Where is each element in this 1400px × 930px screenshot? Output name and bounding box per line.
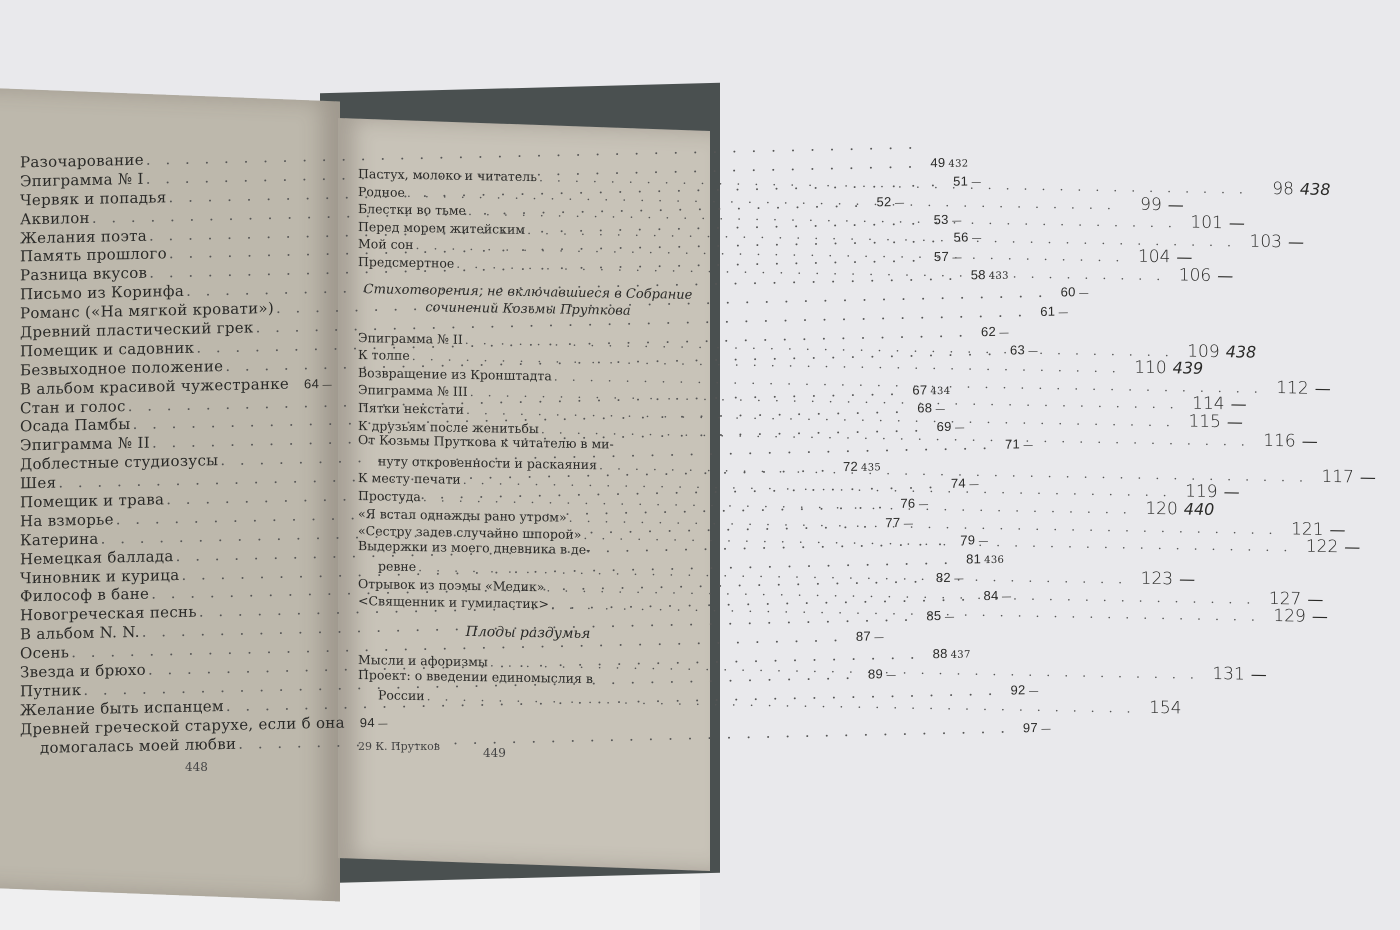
entry-note-page: — [1230, 394, 1247, 414]
entry-note-page: — [1223, 482, 1240, 502]
entry-title: Перед морем житейским [358, 218, 526, 237]
entry-note-page: — [894, 197, 905, 209]
entry-note-page: 434 [930, 385, 951, 397]
entry-page: 123 [1140, 568, 1174, 590]
entry-title: «Я встал однажды рано утром» [358, 505, 567, 525]
entry-page: 51 [953, 173, 969, 189]
entry-page: 87 [855, 628, 871, 644]
entry-page: 58 [970, 267, 986, 283]
entry-page: 49 [930, 154, 946, 171]
entry-page: 110 [1134, 357, 1167, 379]
entry-page: 127 [1268, 588, 1302, 610]
entry-note-page [1182, 714, 1228, 715]
entry-note-page: — [1040, 723, 1052, 735]
entry-title: нуту откровенности и раскаяния [378, 453, 598, 472]
entry-title: Разница вкусов [20, 264, 148, 285]
entry-page: 72 [842, 458, 859, 475]
entry-title: Звезда и брюхо [20, 660, 146, 682]
entry-page: 98 [1272, 178, 1294, 200]
entry-page: 74 [950, 475, 966, 491]
entry-title: Немецкая баллада [20, 546, 174, 569]
entry-page: 69 [936, 419, 952, 435]
entry-note-page: 440 [1183, 499, 1215, 519]
entry-note-page: — [1250, 664, 1267, 684]
entry-title: От Козьмы Пруткова к читателю в ми- [358, 432, 614, 452]
entry-title: Древней греческой старухе, если б она [20, 713, 345, 739]
entry-page: 60 [1060, 284, 1076, 300]
entry-page: 82 [935, 570, 951, 586]
entry-note-page: — [971, 176, 982, 189]
entry-page: 94 [359, 714, 375, 730]
entry-note-page: — [954, 422, 965, 435]
entry-page: 88 [932, 645, 948, 662]
entry-page: 103 [1249, 231, 1282, 252]
entry-note-page: 438 [1299, 179, 1331, 200]
entry-page: 68 [917, 400, 933, 417]
entry-note-page: — [999, 327, 1010, 339]
entry-title: К месту печати [358, 470, 461, 488]
entry-title: Червяк и попадья [20, 188, 167, 210]
entry-title: Новогреческая песнь [20, 603, 197, 625]
entry-page: 117 [1321, 466, 1354, 488]
entry-note-page: — [944, 612, 955, 624]
entry-title: Эпиграмма № II [358, 329, 463, 347]
entry-page: 106 [1178, 265, 1212, 286]
entry-title: «Сестру задев случайно шпорой» [358, 523, 582, 543]
entry-page: 53 [933, 211, 949, 227]
heading-line: сочинений Козьмы Пруткова [425, 299, 631, 319]
entry-title: Аквилон [20, 208, 90, 229]
entry-title: Мысли и афоризмы [358, 652, 488, 670]
entry-title: Осада Памбы [20, 415, 131, 436]
entry-title: Выдержки из моего дневника в де- [358, 537, 591, 557]
entry-note-page: — [951, 252, 963, 265]
entry-title: Простуда [358, 487, 421, 505]
entry-title: Философ в бане [20, 585, 150, 606]
entry-note-page: — [1226, 412, 1243, 432]
entry-title: Чиновник и курица [20, 565, 180, 587]
entry-note-page [946, 147, 973, 148]
entry-title: Отрывок из поэмы «Медик» [358, 575, 545, 595]
heading-line: Стихотворения, не включавшиеся в Собрание [363, 281, 693, 303]
entry-title: Память прошлого [20, 244, 167, 266]
entry-page: 84 [983, 588, 999, 604]
entry-title: Стан и голос [20, 396, 126, 417]
right-folio: 449 [483, 746, 506, 760]
entry-title: Мой сон [358, 236, 414, 253]
entry-note-page: — [968, 479, 980, 491]
entry-page: 120 [1145, 498, 1178, 520]
entry-title: ревне [378, 558, 417, 575]
entry-page: 116 [1263, 430, 1296, 451]
entry-note-page: — [1307, 589, 1324, 609]
entry-page: 67 [912, 381, 928, 398]
entry-page: 56 [953, 229, 969, 246]
entry-page: 61 [1040, 303, 1056, 319]
entry-note-page: — [1001, 591, 1012, 604]
entry-title: Помещик и трава [20, 490, 165, 512]
entry-title: В альбом N. N. [20, 623, 140, 644]
entry-page: 115 [1188, 411, 1221, 433]
entry-note-page: — [951, 215, 962, 227]
entry-note-page: 438 [1225, 341, 1257, 362]
entry-note-page: — [1301, 431, 1318, 451]
entry-title: Доблестные студиозусы [20, 451, 219, 474]
left-folio: 448 [185, 760, 208, 774]
entry-note-page: — [978, 535, 989, 547]
entry-page: 85 [926, 608, 942, 624]
entry-title: Разочарование [20, 150, 144, 172]
entry-note-page: 437 [950, 649, 971, 661]
entry-note-page: — [953, 574, 965, 586]
entry-note-page: — [1287, 232, 1304, 252]
entry-note-page [1347, 567, 1393, 568]
entry-page: 76 [900, 495, 916, 511]
entry-page: 104 [1137, 247, 1171, 268]
entry-page: 112 [1276, 377, 1309, 399]
entry-note-page: — [1329, 519, 1346, 539]
entry-note-page: — [1217, 265, 1234, 286]
entry-page: 119 [1185, 481, 1218, 503]
entry-note-page: — [886, 669, 897, 682]
entry-note-page: — [1314, 378, 1331, 398]
entry-page: 121 [1291, 518, 1324, 540]
entry-title: <Священник и гумиластик> [358, 593, 549, 612]
entry-note-page: — [873, 632, 885, 644]
entry-note-page: — [971, 233, 982, 245]
entry-title: Древний пластический грек [20, 318, 254, 342]
entry-page: 154 [1149, 698, 1182, 719]
entry-note-page: — [1359, 467, 1376, 487]
entry-title: Безвыходное положение [20, 356, 224, 380]
entry-page: 99 [1140, 194, 1162, 215]
entry-page: 81 [966, 550, 982, 567]
entry-note-page: — [1167, 194, 1184, 215]
entry-title: Помещик и садовник [20, 338, 195, 361]
entry-note-page: — [1311, 607, 1328, 627]
entry-page: 122 [1305, 536, 1339, 558]
entry-note-page: — [935, 404, 946, 416]
entry-title: Желания поэта [20, 226, 147, 247]
signature-mark: 29 К. Прутков [358, 740, 440, 753]
entry-page: 114 [1192, 393, 1225, 415]
entry-title: К друзьям после женитьбы [358, 417, 539, 436]
entry-page: 131 [1212, 664, 1245, 685]
entry-title: Предсмертное [358, 254, 455, 271]
entry-title: В альбом красивой чужестранке [20, 374, 290, 399]
entry-page: 129 [1273, 606, 1306, 628]
entry-page: 62 [980, 323, 997, 340]
entry-title: Шея [20, 473, 57, 493]
entry-title: К толпе [358, 347, 410, 364]
section-heading [358, 281, 698, 321]
entry-note-page: — [1023, 440, 1034, 452]
entry-title: домогалась моей любви [40, 734, 237, 757]
entry-title: Проект: о введении единомыслия в [358, 666, 593, 686]
entry-title: Путник [20, 680, 82, 701]
entry-page: 63 [1009, 342, 1025, 358]
entry-title: Катерина [20, 529, 99, 550]
entry-page: 71 [1005, 436, 1021, 452]
entry-note-page: — [1228, 213, 1245, 233]
entry-note-page: — [918, 499, 929, 511]
entry-title: Осень [20, 643, 70, 663]
entry-note-page: 433 [988, 270, 1009, 283]
entry-title: Эпиграмма № III [358, 382, 468, 400]
entry-title: Эпиграмма № I [20, 169, 144, 191]
entry-page [920, 148, 946, 149]
entry-note-page: — [322, 379, 333, 391]
entry-page [1303, 566, 1347, 567]
entry-page: 92 [1010, 682, 1026, 698]
entry-page: 79 [960, 532, 976, 548]
entry-page: 89 [868, 666, 884, 682]
entry-page: 101 [1190, 212, 1223, 234]
entry-note-page: — [1344, 537, 1361, 557]
entry-note-page [1350, 696, 1396, 697]
entry-note-page: — [1176, 247, 1193, 267]
entry-page [1306, 695, 1350, 696]
entry-title: Романс («На мягкой кровати») [20, 299, 275, 323]
entry-note-page: 432 [948, 158, 969, 170]
entry-note-page: — [1179, 569, 1196, 589]
entry-note-page: 439 [1172, 358, 1204, 378]
entry-note-page: — [1028, 345, 1039, 358]
entry-title: Блестки во тьме [358, 201, 466, 219]
entry-title: Пятки некстати [358, 399, 464, 417]
entry-page: 109 [1187, 341, 1220, 362]
entry-page: 57 [933, 249, 949, 265]
entry-title: Пастух, молоко и читатель [358, 166, 537, 185]
entry-title: Возвращение из Кронштадта [358, 364, 552, 384]
entry-note-page: — [903, 518, 914, 530]
entry-note-page: — [1058, 307, 1069, 319]
entry-page: 77 [885, 514, 901, 531]
entry-title: Эпиграмма № II [20, 433, 150, 455]
entry-page [618, 449, 662, 450]
entry-note-page: — [1078, 288, 1090, 300]
entry-note-page: — [377, 718, 389, 730]
entry-note-page: 436 [984, 554, 1005, 566]
entry-page: 52 [876, 193, 892, 210]
entry-title: Желание быть испанцем [20, 696, 224, 720]
entry-page: 97 [1022, 719, 1038, 735]
entry-note-page: 435 [861, 462, 882, 474]
section-heading: Плоды раздумья [465, 623, 591, 643]
entry-title: Письмо из Коринфа [20, 282, 185, 304]
entry-note-page: — [1028, 685, 1039, 698]
entry-title: На взморье [20, 510, 114, 531]
entry-page: 64 [304, 375, 320, 392]
entry-title: Родное [358, 183, 405, 200]
entry-title: России [378, 687, 425, 704]
